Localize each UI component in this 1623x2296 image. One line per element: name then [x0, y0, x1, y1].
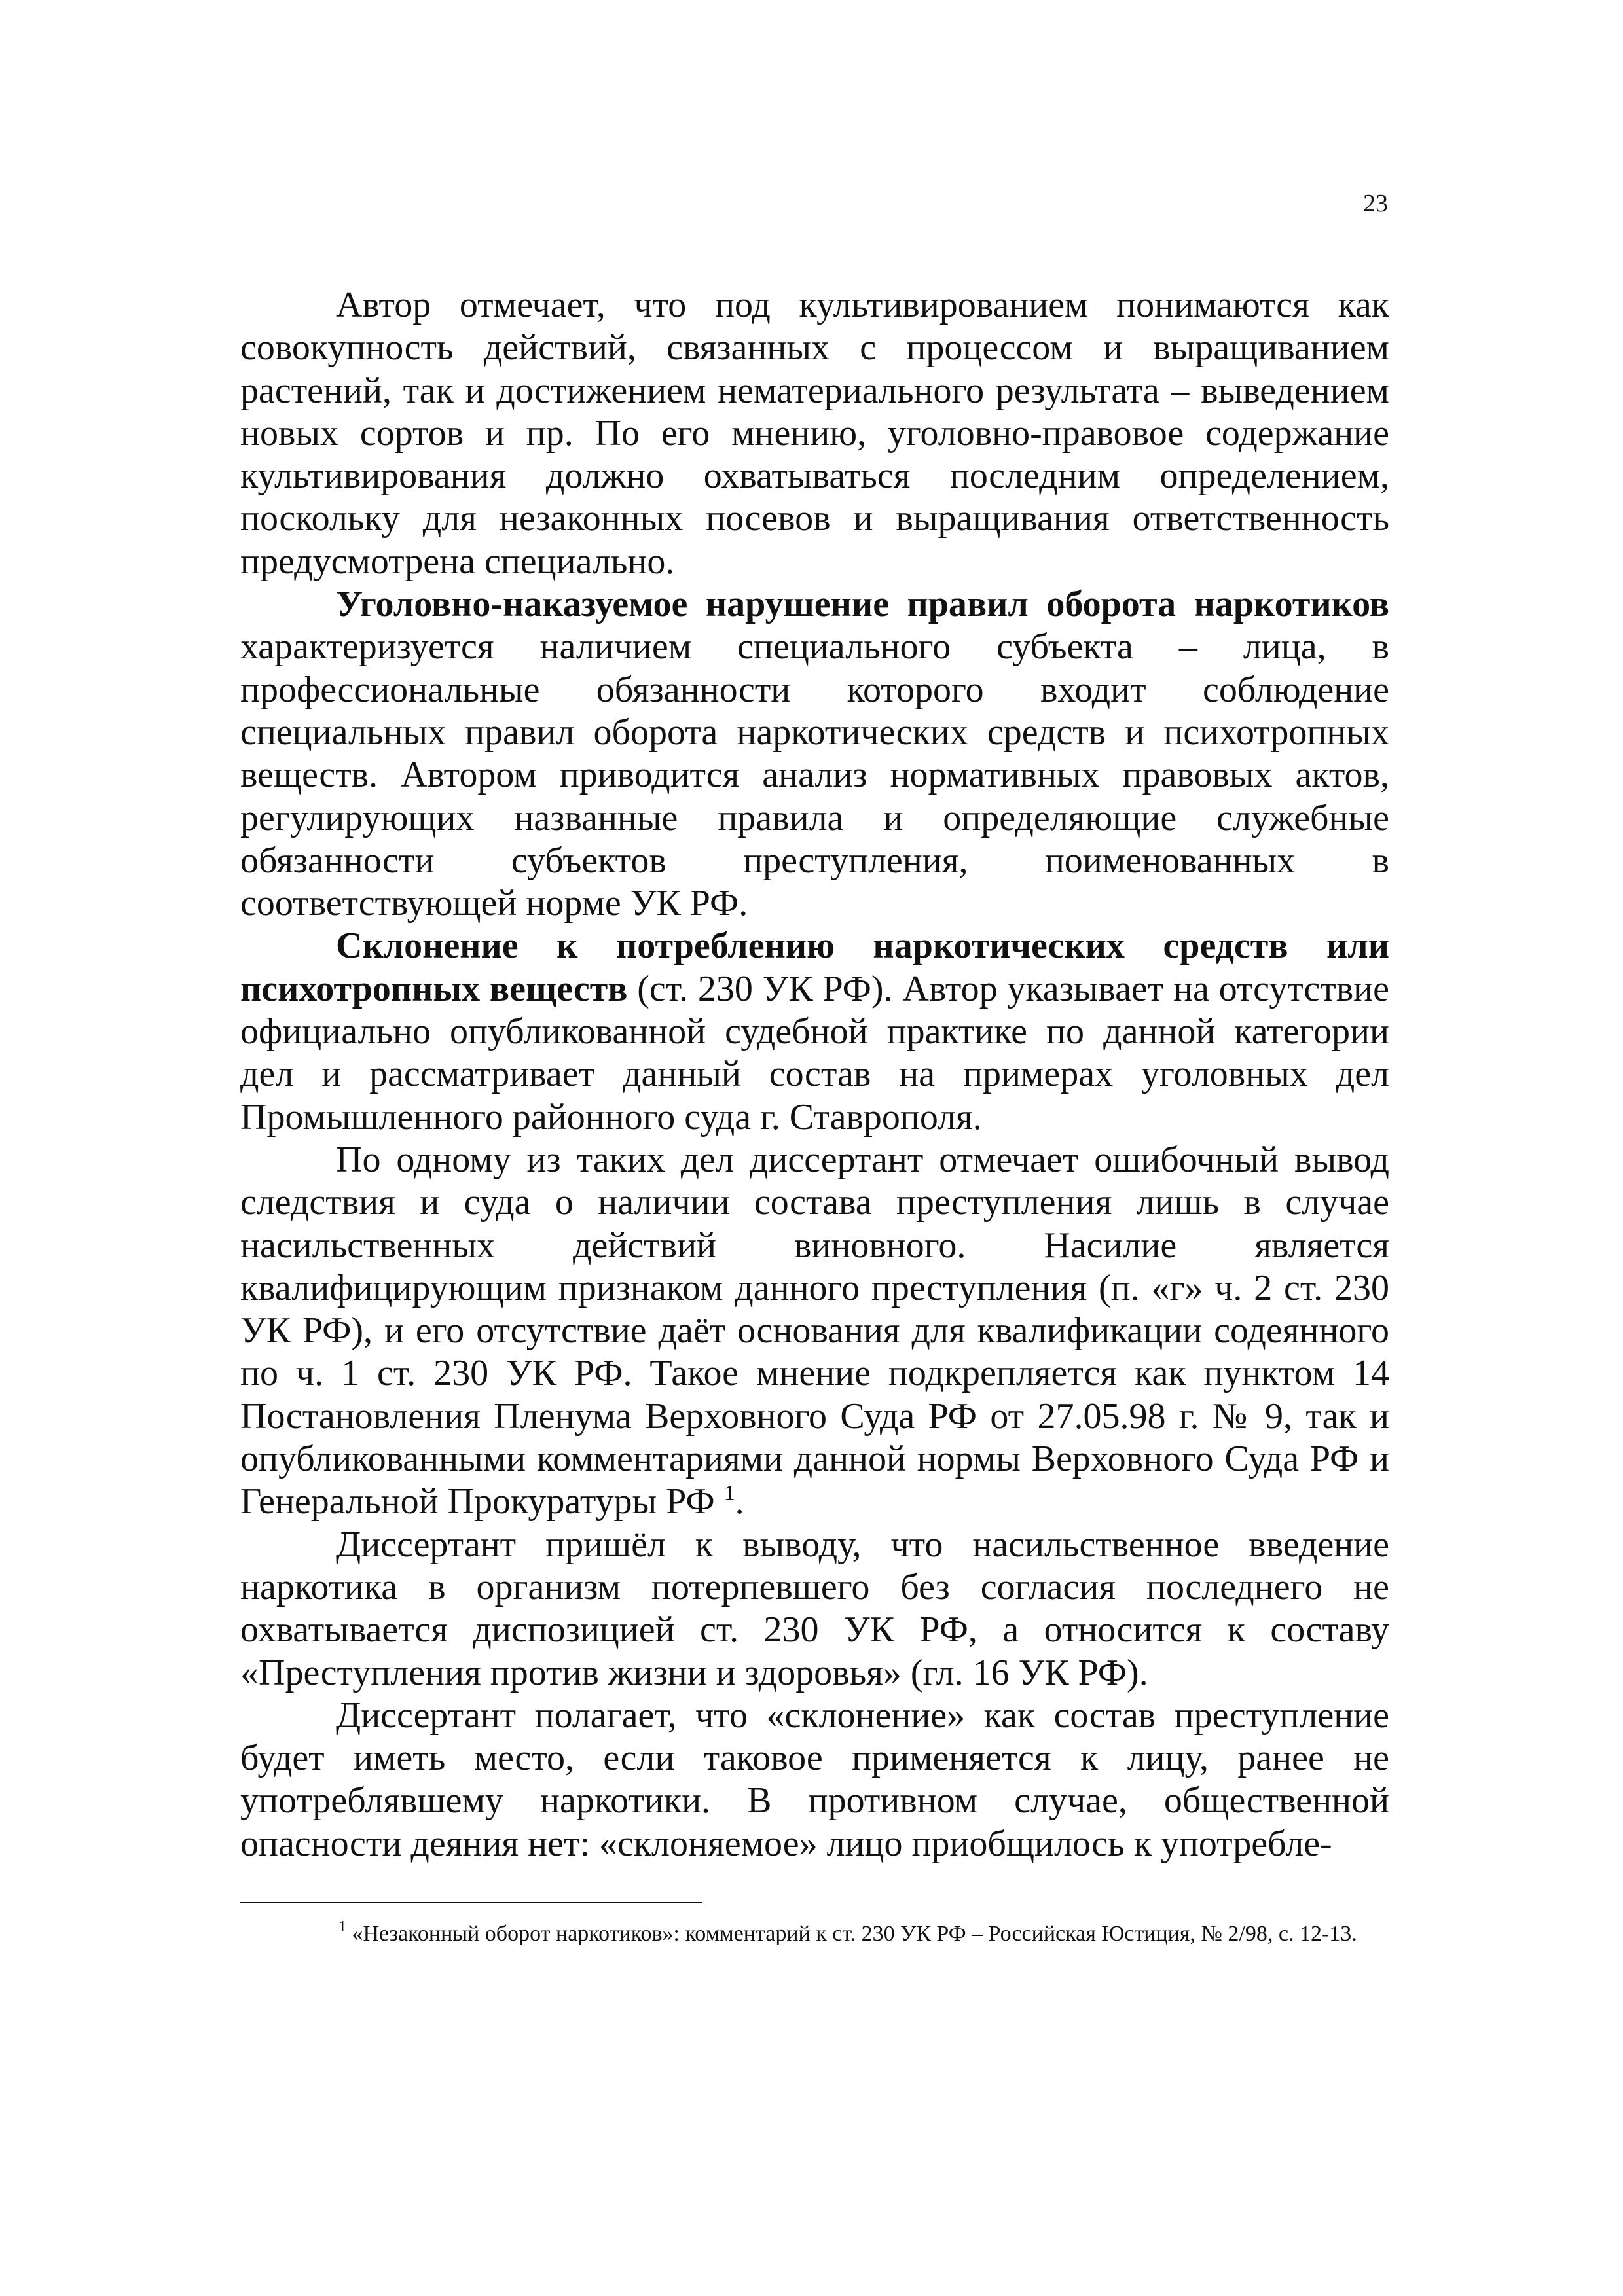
footnote-text: «Незаконный оборот наркотиков»: комментарий к ст. 230 УК РФ – Российская Юстиция, № 2/98, с. 12-13.: [352, 1922, 1357, 1946]
paragraph-inducement: Склонение к потреблению наркотических средств или психотропных веществ (ст. 230 УК РФ). Автор указывает на отсутствие официально опубликованной судебной практике по данной категории дел и рассматривает данный состав на примерах уголовных дел Промышленного районного суда г. Ставрополя.: [240, 925, 1390, 1138]
page-number: 23: [1363, 190, 1388, 217]
body-text: [240, 284, 1389, 1865]
section-heading-inducement: Склонение к потреблению наркотических средств или психотропных веществ: [240, 925, 1389, 1009]
footnote: [240, 1918, 1389, 1950]
section-heading-rules-violation: Уголовно-наказуемое нарушение правил оборота наркотиков: [336, 584, 1389, 625]
paragraph-cultivation: Автор отмечает, что под культивированием понимаются как совокупность действий, связанных с процессом и выращиванием растений, так и достижением нематериального результата – выведением новых сортов и пр. По его мнению, уголовно-правовое содержание культивирования должно охватываться последним определением, поскольку для незаконных посевов и выращивания ответственность предусмотрена специально.: [240, 285, 1389, 582]
paragraph-conclusion-inducement: Диссертант полагает, что «склонение» как состав преступление будет иметь место, если таковое применяется к лицу, ранее не употреблявшему наркотики. В противном случае, общественной опасности деяния нет: «склоняемое» лицо приобщилось к употребле-: [240, 1695, 1389, 1864]
paragraph-rules-violation: Уголовно-наказуемое нарушение правил оборота наркотиков характеризуется наличием специального субъекта – лица, в профессиональные обязанности которого входит соблюдение специальных правил оборота наркотических средств и психотропных веществ. Автором приводится анализ нормативных правовых актов, регулирующих названные правила и определяющие служебные обязанности субъектов преступления, поименованных в соответствующей норме УК РФ.: [240, 584, 1389, 924]
paragraph-conclusion-violence: Диссертант пришёл к выводу, что насильственное введение наркотика в организм потерпевшего без согласия последнего не охватывается диспозицией ст. 230 УК РФ, а относится к составу «Преступления против жизни и здоровья» (гл. 16 УК РФ).: [240, 1524, 1389, 1693]
paragraph-case-analysis: По одному из таких дел диссертант отмечает ошибочный вывод следствия и суда о наличии состава преступления лишь в случае насильственных действий виновного. Насилие является квалифицирующим признаком данного преступления (п. «г» ч. 2 ст. 230 УК РФ), и его отсутствие даёт основания для квалификации содеянного по ч. 1 ст. 230 УК РФ. Такое мнение подкрепляется как пунктом 14 Постановления Пленума Верховного Суда РФ от 27.05.98 г. № 9, так и опубликованными комментариями данной нормы Верховного Суда РФ и Генеральной Прокуратуры РФ $^1$.: [240, 1139, 1389, 1522]
footnote-reference[interactable]: 1: [723, 1481, 735, 1506]
footnote-mark: 1: [338, 1918, 346, 1935]
footnote-divider: [240, 1902, 702, 1903]
